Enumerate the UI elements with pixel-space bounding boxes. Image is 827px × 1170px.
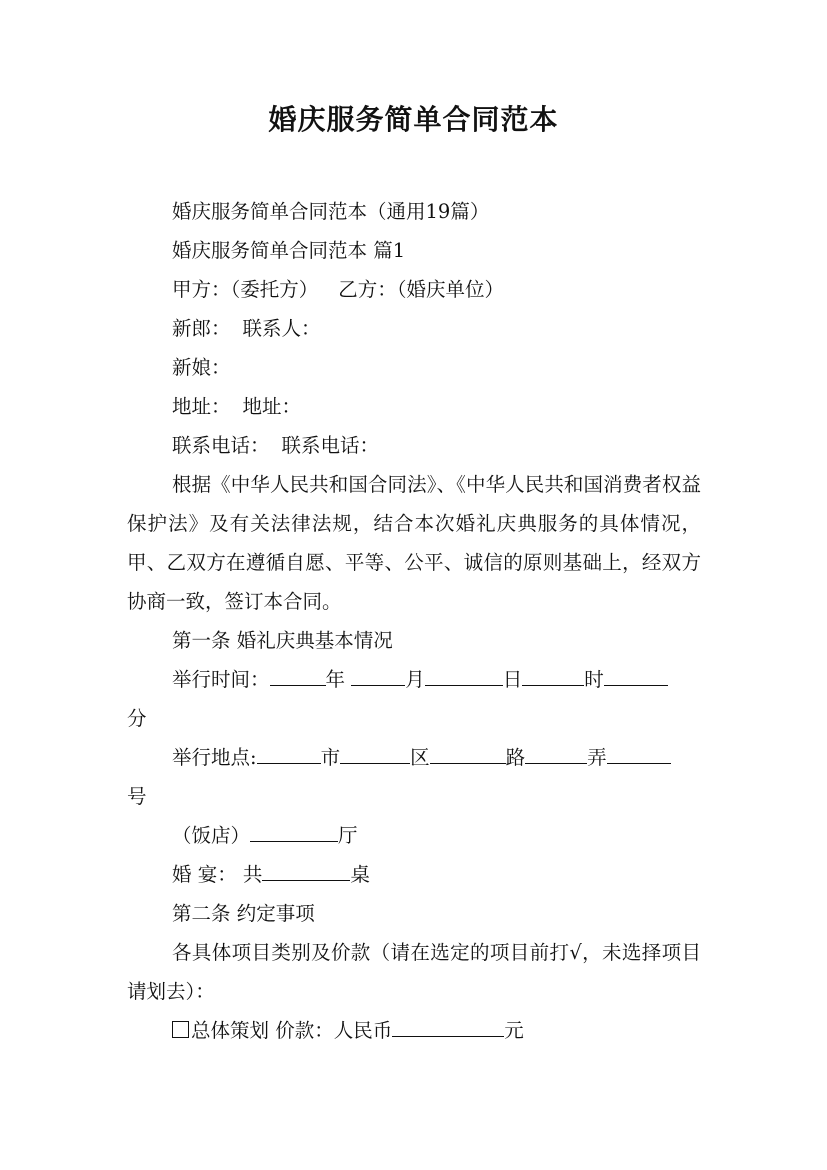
phone-a-label: 联系电话： — [172, 434, 270, 457]
party-b-label: 乙方：（婚庆单位） — [338, 278, 505, 301]
lane-blank — [525, 747, 587, 764]
address-b-label: 地址： — [242, 395, 302, 418]
tables-blank — [262, 864, 350, 881]
hotel-label: （饭店） — [172, 824, 251, 847]
hall-label: 厅 — [338, 824, 358, 847]
groom-line — [127, 309, 701, 348]
overall-planning-unit: 元 — [504, 1019, 524, 1042]
clause1-heading: 第一条 婚礼庆典基本情况 — [172, 629, 393, 652]
address-line — [127, 387, 701, 426]
overall-planning-label: 总体策划 — [191, 1019, 270, 1042]
road-label: 路 — [505, 746, 526, 769]
number-blank — [607, 747, 671, 764]
year-blank — [270, 669, 326, 686]
time-label: 举行时间： — [172, 668, 270, 691]
day-label: 日 — [502, 668, 523, 691]
minute-blank — [604, 669, 668, 686]
road-blank — [430, 747, 506, 764]
hour-label: 时 — [584, 668, 604, 691]
district-label: 区 — [410, 746, 430, 769]
banquet-label: 婚 宴： — [172, 863, 237, 886]
overall-planning-price-label: 价款：人民币 — [275, 1019, 393, 1042]
document-title: 婚庆服务简单合同范本 — [268, 103, 559, 136]
address-a-label: 地址： — [172, 395, 231, 418]
parties-line — [127, 270, 701, 309]
phone-b-label: 联系电话： — [281, 434, 380, 457]
groom-label: 新郎： — [172, 317, 231, 340]
collection-title: 婚庆服务简单合同范本（通用19篇） — [172, 200, 490, 223]
ceremony-place-line — [127, 738, 701, 777]
district-blank — [340, 747, 410, 764]
overall-planning-price-blank — [392, 1020, 504, 1037]
city-blank — [257, 747, 321, 764]
number-label: 号 — [127, 785, 147, 808]
items-intro-paragraph: 各具体项目类别及价款（请在选定的项目前打√，未选择项目请划去）： — [127, 941, 701, 1003]
contact-person-label: 联系人： — [242, 317, 321, 340]
hour-blank — [522, 669, 584, 686]
tables-label: 桌 — [350, 863, 370, 886]
minute-label: 分 — [127, 707, 147, 730]
overall-planning-checkbox[interactable] — [172, 1021, 189, 1038]
banquet-line — [127, 855, 701, 894]
item-overall-planning-line — [127, 1011, 701, 1050]
document-body — [127, 192, 701, 1050]
ceremony-time-line — [127, 660, 701, 699]
month-label: 月 — [405, 668, 425, 691]
party-a-label: 甲方：（委托方） — [172, 278, 319, 301]
place-label: 举行地点: — [172, 746, 257, 769]
article-heading: 婚庆服务简单合同范本 篇1 — [172, 239, 406, 262]
phone-line — [127, 426, 701, 465]
year-label: 年 — [325, 668, 346, 691]
day-blank — [425, 669, 503, 686]
hall-blank — [250, 825, 338, 842]
city-label: 市 — [320, 746, 341, 769]
clause2-heading: 第二条 约定事项 — [172, 902, 315, 925]
lane-label: 弄 — [587, 746, 607, 769]
hotel-line — [127, 816, 701, 855]
bride-line: 新娘： — [172, 356, 231, 379]
month-blank — [351, 669, 405, 686]
preamble-paragraph: 根据《中华人民共和国合同法》、《中华人民共和国消费者权益保护法》及有关法律法规，结合本次婚礼庆典服务的具体情况，甲、乙双方在遵循自愿、平等、公平、诚信的原则基础上，经双方协商一致，签订本合同。 — [127, 473, 701, 613]
banquet-total-label: 共 — [242, 863, 263, 886]
